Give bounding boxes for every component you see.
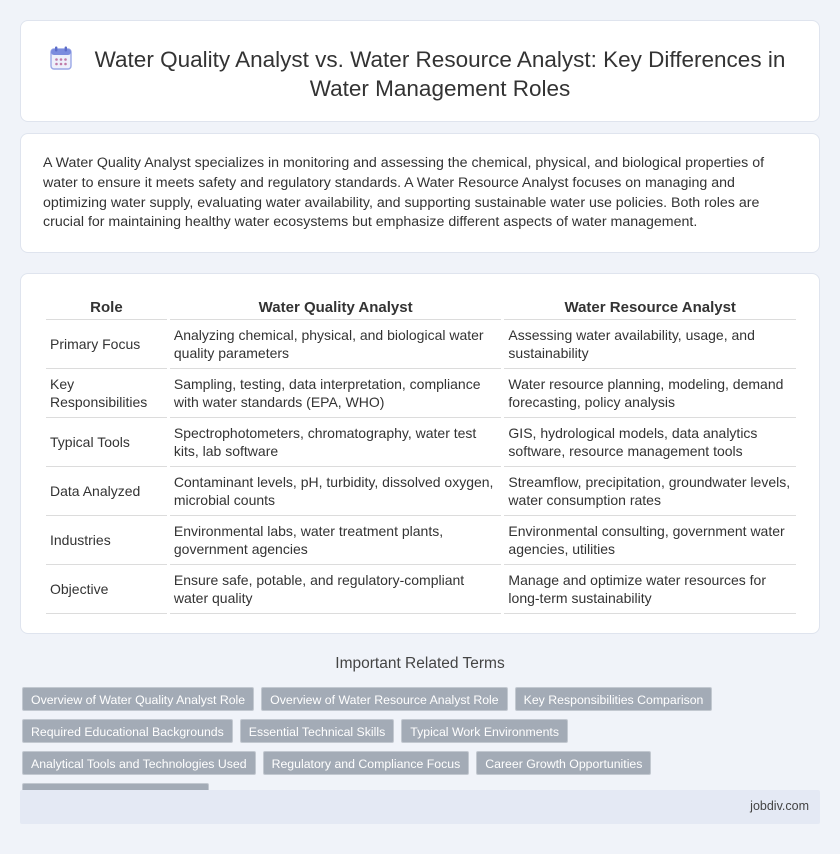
table-row [46,369,796,418]
related-term-tag[interactable]: Essential Technical Skills [240,719,394,743]
water-quality-cell: Contaminant levels, pH, turbidity, dissolved oxygen, microbial counts [170,467,502,516]
table-row [46,467,796,516]
header-water-quality-analyst: Water Quality Analyst [170,296,502,320]
related-terms-heading: Important Related Terms [335,655,505,672]
water-resource-cell: Environmental consulting, government water agencies, utilities [504,516,796,565]
water-resource-cell: Assessing water availability, usage, and sustainability [504,320,796,369]
comparison-table [43,296,799,614]
related-term-tag[interactable]: Analytical Tools and Technologies Used [22,751,256,775]
water-quality-cell: Spectrophotometers, chromatography, water test kits, lab software [170,418,502,467]
water-resource-cell: GIS, hydrological models, data analytics software, resource management tools [504,418,796,467]
header-role: Role [46,296,167,320]
comparison-card [20,273,820,634]
header-card [20,20,820,122]
header-water-resource-analyst: Water Resource Analyst [504,296,796,320]
intro-card [20,133,820,253]
page-title: Water Quality Analyst vs. Water Resource Analyst: Key Differences in Water Management Roles [94,47,786,101]
water-quality-cell: Ensure safe, potable, and regulatory-compliant water quality [170,565,502,614]
water-resource-cell: Streamflow, precipitation, groundwater levels, water consumption rates [504,467,796,516]
related-term-tag[interactable]: Overview of Water Resource Analyst Role [261,687,508,711]
related-terms-list [22,687,802,807]
water-resource-cell: Manage and optimize water resources for long-term sustainability [504,565,796,614]
row-label: Industries [46,516,167,565]
water-quality-cell: Environmental labs, water treatment plants, government agencies [170,516,502,565]
row-label: Key Responsibilities [46,369,167,418]
related-term-tag[interactable]: Overview of Water Quality Analyst Role [22,687,254,711]
table-row [46,418,796,467]
row-label: Objective [46,565,167,614]
related-term-tag[interactable]: Typical Work Environments [401,719,568,743]
related-term-tag[interactable]: Required Educational Backgrounds [22,719,233,743]
related-term-tag[interactable]: Key Responsibilities Comparison [515,687,713,711]
table-header-row [46,296,796,320]
water-quality-cell: Analyzing chemical, physical, and biological water quality parameters [170,320,502,369]
intro-paragraph: A Water Quality Analyst specializes in monitoring and assessing the chemical, physical, and biological properties of water to ensure it meets safety and regulatory standards. A Water Resource Analyst focuses on managing and optimizing water supply, evaluating water availability, and supporting sustainable water use policies. Both roles are crucial for maintaining healthy water ecosystems but emphasize different aspects of water management. [43,155,765,231]
row-label: Primary Focus [46,320,167,369]
table-row [46,516,796,565]
water-resource-cell: Water resource planning, modeling, demand forecasting, policy analysis [504,369,796,418]
footer [20,790,820,824]
related-term-tag[interactable]: Regulatory and Compliance Focus [263,751,470,775]
row-label: Typical Tools [46,418,167,467]
table-row [46,320,796,369]
table-row [46,565,796,614]
related-term-tag[interactable]: Career Growth Opportunities [476,751,651,775]
footer-site-link[interactable]: jobdiv.com [750,799,809,813]
row-label: Data Analyzed [46,467,167,516]
water-quality-cell: Sampling, testing, data interpretation, compliance with water standards (EPA, WHO) [170,369,502,418]
